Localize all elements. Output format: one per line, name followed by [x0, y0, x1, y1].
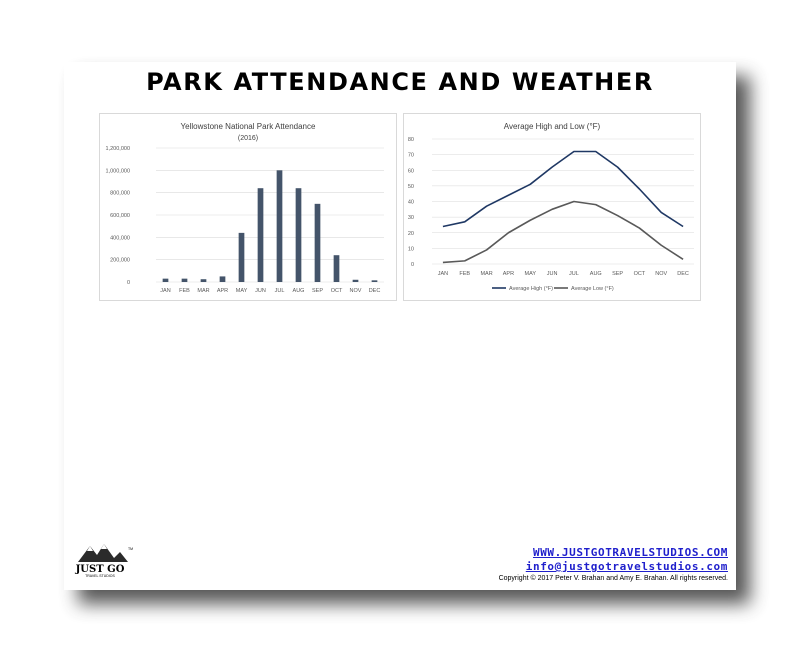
bar-x-tick-label: DEC: [368, 288, 381, 294]
line-x-tick-label: FEB: [459, 271, 471, 277]
bar-chart-title: Yellowstone National Park Attendance: [180, 122, 316, 131]
just-go-logo: [70, 536, 136, 578]
line-x-tick-label: MAR: [480, 271, 493, 277]
bar-y-tick-label: 1,200,000: [105, 146, 130, 152]
line-x-tick-label: APR: [502, 271, 515, 277]
bar-nov: [353, 280, 359, 282]
line-y-tick-label: 40: [407, 199, 414, 206]
bar-mar: [201, 279, 207, 282]
bar-y-tick-label: 600,000: [110, 213, 130, 219]
line-x-tick-label: MAY: [524, 271, 537, 277]
average-low-line: [443, 202, 683, 263]
bar-x-tick-label: JUL: [274, 288, 285, 294]
line-x-tick-label: AUG: [589, 271, 602, 277]
bar-x-tick-label: JUN: [255, 288, 266, 294]
line-chart-title: Average High and Low (°F): [503, 122, 601, 131]
line-y-tick-label: 10: [407, 246, 414, 253]
website-link[interactable]: WWW.JUSTGOTRAVELSTUDIOS.COM: [532, 546, 728, 559]
bar-x-tick-label: SEP: [311, 288, 324, 294]
page: [64, 62, 736, 590]
footer: [499, 546, 728, 584]
attendance-bar-chart: [100, 114, 396, 300]
line-y-tick-label: 20: [407, 230, 414, 237]
average-high-line: [443, 152, 683, 227]
legend-label: Average High (°F): [509, 286, 553, 292]
line-x-tick-label: OCT: [633, 271, 646, 277]
line-x-tick-label: DEC: [677, 271, 689, 277]
legend-label: Average Low (°F): [571, 286, 614, 292]
line-y-tick-label: 80: [407, 137, 414, 143]
bar-jul: [277, 170, 283, 282]
bar-dec: [372, 280, 378, 282]
bar-x-tick-label: MAR: [197, 288, 210, 294]
bar-aug: [296, 188, 302, 282]
temperature-line-chart: [404, 114, 700, 300]
bar-x-tick-label: MAY: [235, 288, 248, 294]
bar-y-tick-label: 200,000: [110, 257, 130, 264]
bar-x-tick-label: AUG: [292, 288, 305, 294]
line-y-tick-label: 50: [407, 183, 414, 190]
bar-sep: [315, 204, 321, 282]
bar-feb: [182, 279, 188, 282]
bar-chart-subtitle: (2016): [237, 135, 259, 142]
line-y-tick-label: 60: [407, 168, 414, 175]
logo-subtext: TRAVEL STUDIOS: [85, 574, 115, 578]
page-title: PARK ATTENDANCE AND WEATHER: [146, 68, 654, 96]
bar-oct: [334, 255, 340, 282]
line-x-tick-label: JAN: [437, 271, 449, 277]
email-link[interactable]: info@justgotravelstudios.com: [525, 560, 728, 573]
bar-x-tick-label: OCT: [330, 288, 343, 294]
temperature-chart-box: [403, 113, 701, 301]
line-y-tick-label: 70: [407, 152, 414, 159]
line-x-tick-label: JUN: [546, 271, 558, 277]
bar-may: [239, 233, 245, 282]
line-y-tick-label: 0: [410, 262, 414, 268]
logo-tm: TM: [128, 547, 134, 551]
bar-x-tick-label: JAN: [160, 288, 171, 294]
bar-y-tick-label: 0: [126, 280, 130, 286]
line-x-tick-label: SEP: [612, 271, 624, 277]
logo-text: JUST GO: [75, 564, 125, 575]
line-x-tick-label: JUL: [569, 271, 579, 277]
line-x-tick-label: NOV: [655, 271, 668, 277]
bar-y-tick-label: 800,000: [110, 190, 130, 197]
bar-x-tick-label: APR: [216, 288, 229, 294]
line-y-tick-label: 30: [407, 215, 414, 222]
bar-jun: [258, 188, 264, 282]
bar-x-tick-label: NOV: [349, 288, 362, 294]
bar-x-tick-label: FEB: [179, 288, 190, 294]
bar-y-tick-label: 1,000,000: [105, 168, 130, 175]
bar-jan: [163, 279, 169, 282]
copyright-text: Copyright © 2017 Peter V. Brahan and Amy E. Brahan. All rights reserved.: [498, 575, 728, 582]
bar-apr: [220, 276, 226, 282]
bar-y-tick-label: 400,000: [110, 235, 130, 242]
attendance-chart-box: [99, 113, 397, 301]
